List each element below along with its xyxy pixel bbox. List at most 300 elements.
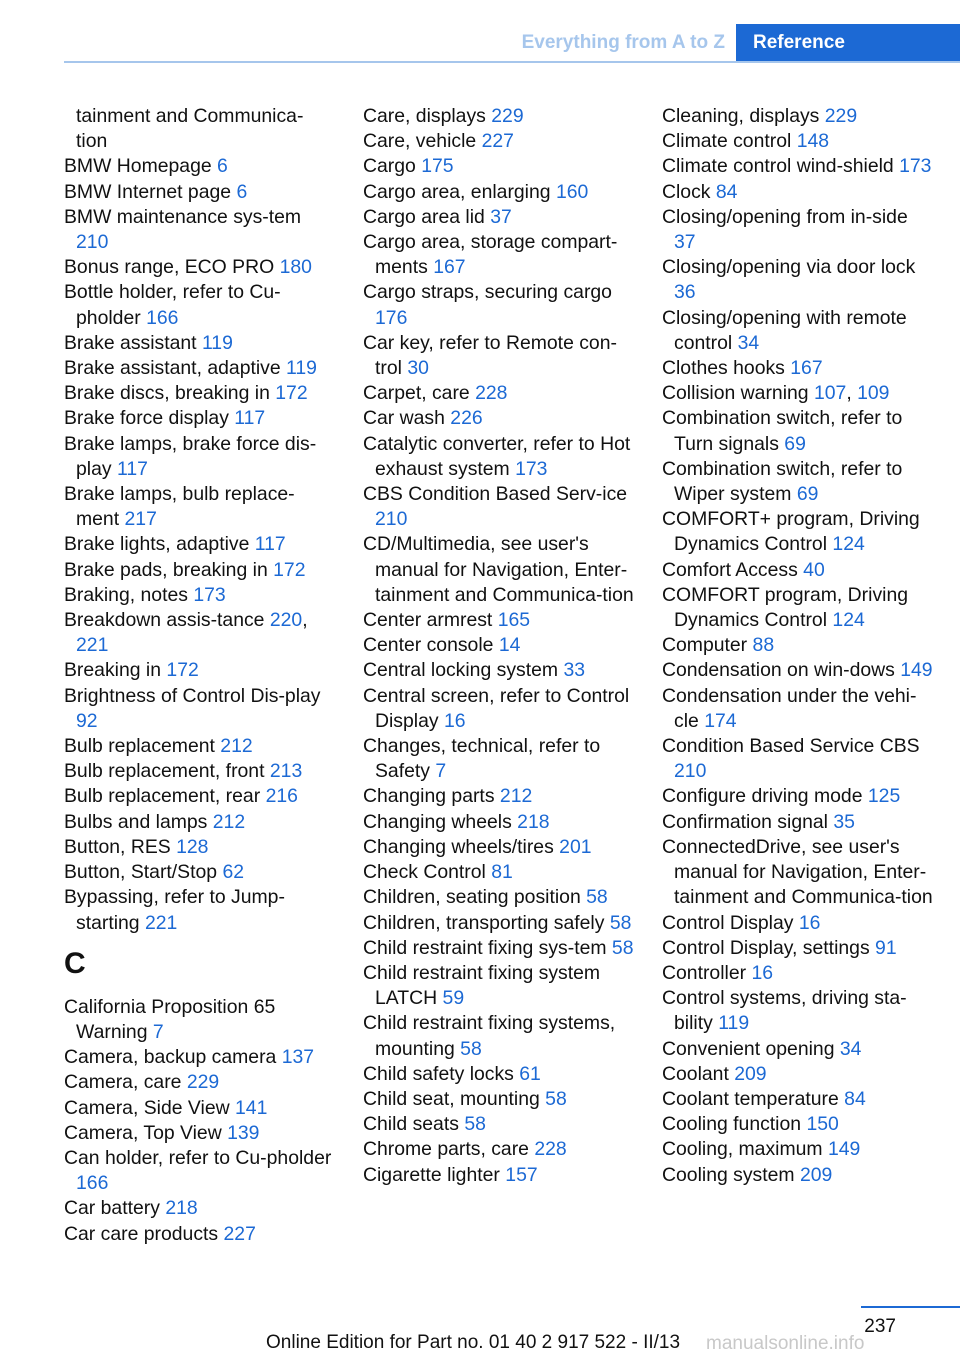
page-reference-link[interactable]: 84: [844, 1087, 866, 1110]
index-entry-term: Cleaning, displays: [662, 105, 825, 127]
page-reference-link[interactable]: 201: [559, 835, 592, 858]
index-entry: [363, 280, 635, 330]
index-entry: [662, 684, 934, 734]
page-reference-link[interactable]: 220: [269, 609, 303, 632]
index-entry: [64, 482, 336, 532]
page-reference-link[interactable]: 81: [491, 861, 513, 884]
index-entry: [64, 1146, 336, 1196]
index-entry-term: Bottle holder, refer to Cu-pholder: [64, 281, 281, 329]
index-entry: [662, 558, 934, 583]
index-entry-term: Bypassing, refer to Jump-starting: [64, 886, 285, 934]
index-entry-term: Button, Start/Stop: [64, 861, 223, 884]
index-entry: [363, 104, 635, 129]
index-entry-term: Car care products: [64, 1222, 224, 1245]
index-entry: [363, 230, 635, 280]
index-entry: [363, 734, 635, 784]
index-entry-term: Changing wheels/tires: [363, 835, 560, 858]
page-reference-link[interactable]: 165: [497, 609, 531, 632]
page-reference-link[interactable]: 61: [519, 1062, 541, 1085]
index-entry: [363, 331, 635, 381]
index-entry: [662, 658, 934, 683]
index-entry: [363, 936, 635, 961]
index-column-3: [662, 104, 934, 1188]
index-entry-term: Closing/opening from in-side: [662, 205, 908, 228]
index-entry-term: Child seat, mounting: [363, 1087, 546, 1110]
index-entry-term: Care, displays: [363, 105, 492, 127]
index-entry-term: Center console: [363, 634, 499, 657]
index-entry-term: Children, seating position: [363, 886, 587, 909]
page-reference-link[interactable]: 58: [545, 1087, 567, 1110]
index-entry: [64, 995, 336, 1045]
index-entry: [64, 759, 336, 784]
index-entry: [363, 684, 635, 734]
page-reference-link[interactable]: 176: [375, 306, 408, 329]
index-entry-term: Brake assistant: [64, 331, 202, 354]
index-entry: [64, 810, 336, 835]
section-tab-reference[interactable]: Reference: [736, 24, 960, 61]
index-entry-term: Center armrest: [363, 609, 498, 632]
page-reference-link[interactable]: 88: [752, 634, 775, 657]
page-reference-link[interactable]: 7: [152, 1020, 164, 1043]
index-entry-term: Combination switch, refer to Turn signals: [662, 407, 903, 455]
index-entry: [64, 406, 336, 431]
index-entry-term: Bulbs and lamps: [64, 810, 213, 833]
page-reference-link[interactable]: 227: [223, 1222, 256, 1245]
index-entry: [363, 835, 635, 860]
index-entry: [64, 129, 336, 154]
page-reference-link[interactable]: 119: [201, 331, 233, 354]
index-entry-term: COMFORT+ program, Driving Dynamics Control: [662, 508, 920, 556]
page-reference-link[interactable]: 157: [505, 1163, 538, 1186]
index-entry-term: Can holder, refer to Cu-pholder: [64, 1146, 332, 1169]
page-reference-link[interactable]: 16: [443, 709, 466, 732]
index-entry-term: Clothes hooks: [662, 357, 791, 380]
index-entry: [64, 1222, 336, 1247]
index-entry-term: Camera, Top View: [64, 1121, 228, 1144]
index-entry: [64, 684, 336, 734]
page-reference-link[interactable]: 212: [220, 735, 253, 758]
index-entry-term: Bulb replacement: [64, 735, 221, 758]
page-reference-link[interactable]: 117: [116, 457, 148, 480]
index-entry-term: BMW maintenance sys-tem: [64, 205, 302, 228]
index-entry-term: Bonus range, ECO PRO: [64, 256, 280, 279]
watermark: manualsonline.info: [706, 1333, 865, 1354]
index-entry-term: Car wash: [363, 407, 451, 430]
index-entry-term: Closing/opening via door lock: [662, 256, 916, 279]
page-reference-link[interactable]: 150: [806, 1113, 839, 1136]
page-reference-link[interactable]: 33: [563, 659, 586, 682]
index-entry-term: Carpet, care: [363, 382, 476, 405]
page-reference-link[interactable]: 218: [165, 1197, 198, 1220]
index-entry-term: Cooling, maximum: [662, 1138, 828, 1161]
page-reference-link[interactable]: 160: [555, 180, 589, 203]
index-column-2: [363, 104, 635, 1188]
page-reference-link[interactable]: 137: [281, 1046, 315, 1069]
index-entry: [64, 1045, 336, 1070]
index-entry-term: Control Display: [662, 911, 799, 934]
index-entry: [363, 1087, 635, 1112]
page-number: 237: [864, 1316, 896, 1337]
index-entry: [64, 1121, 336, 1146]
index-entry: [363, 381, 635, 406]
page-reference-link[interactable]: 172: [166, 659, 199, 682]
page-reference-link[interactable]: 117: [234, 407, 266, 430]
index-entry: [662, 1037, 934, 1062]
page-reference-link[interactable]: 58: [460, 1037, 482, 1060]
index-entry-term: Child restraint fixing sys-tem: [363, 936, 612, 959]
page-reference-link[interactable]: 167: [433, 256, 466, 279]
page-reference-link[interactable]: 58: [586, 886, 608, 909]
page-reference-link[interactable]: 62: [222, 861, 245, 884]
page-reference-link[interactable]: 30: [407, 357, 429, 380]
page-reference-link[interactable]: 167: [790, 357, 823, 380]
index-entry-term: Closing/opening with remote control: [662, 306, 907, 354]
index-entry: [64, 180, 336, 205]
index-entry: [64, 356, 336, 381]
page-reference-link[interactable]: 37: [674, 231, 696, 254]
index-entry-term: Car key, refer to Remote con-trol: [363, 331, 617, 380]
index-entry: [662, 104, 934, 129]
page-reference-link[interactable]: 149: [900, 659, 933, 682]
index-entry-term: Child safety locks: [363, 1062, 520, 1085]
index-entry: [363, 406, 635, 431]
index-entry-term: Condensation under the vehi-cle: [662, 684, 917, 732]
page-reference-link[interactable]: 216: [265, 785, 298, 808]
page-reference-link[interactable]: 14: [498, 634, 521, 657]
edition-note: Online Edition for Part no. 01 40 2 917 522 - II/13: [266, 1332, 681, 1353]
index-entry: [662, 1163, 934, 1188]
index-entry-term: Coolant temperature: [662, 1087, 845, 1110]
page-reference-link[interactable]: 117: [254, 533, 286, 556]
index-entry-term: BMW Internet page: [64, 180, 237, 203]
page-reference-link[interactable]: 212: [499, 785, 533, 808]
index-entry-term: Condensation on win-dows: [662, 659, 901, 682]
index-entry: [363, 1163, 635, 1188]
index-entry-term: Cigarette lighter: [363, 1163, 506, 1186]
index-entry: Breakdown assis-tance 220, 221: [64, 609, 308, 657]
index-entry-term: Cooling system: [662, 1163, 800, 1186]
index-entry: [64, 784, 336, 809]
index-entry-term: Camera, backup camera: [64, 1046, 282, 1069]
page-reference-link[interactable]: 173: [515, 457, 548, 480]
index-entry: [662, 129, 934, 154]
index-entry: [363, 154, 635, 179]
index-entry-term: Cooling function: [662, 1113, 807, 1136]
index-entry: [662, 911, 934, 936]
page-reference-link[interactable]: 59: [442, 987, 465, 1010]
index-entry: [64, 331, 336, 356]
page-reference-link[interactable]: 141: [235, 1096, 268, 1119]
index-entry-term: Climate control wind-shield: [662, 155, 900, 178]
index-entry: Collision warning 107, 109: [662, 382, 890, 405]
index-entry-term: Braking, notes: [64, 583, 194, 606]
page-reference-link[interactable]: 212: [212, 810, 246, 833]
index-entry: [64, 1070, 336, 1095]
page-reference-link[interactable]: 209: [799, 1163, 833, 1186]
index-entry: [64, 154, 336, 179]
footer-divider: [861, 1306, 960, 1308]
page-reference-link[interactable]: 6: [217, 155, 228, 178]
index-entry: [363, 1112, 635, 1137]
index-entry: [662, 936, 934, 961]
index-entry-term: Brake assistant, adaptive: [64, 357, 287, 380]
index-entry-term: CBS Condition Based Serv-ice: [363, 483, 628, 506]
index-entry: [662, 1087, 934, 1112]
page-reference-link[interactable]: 229: [186, 1071, 220, 1094]
index-entry-term: Combination switch, refer to Wiper system: [662, 457, 903, 506]
page-reference-link[interactable]: 228: [475, 382, 508, 405]
page-reference-link[interactable]: 69: [784, 432, 806, 455]
index-entry-term: Cargo area, enlarging: [363, 180, 556, 203]
index-entry: [64, 104, 336, 129]
index-entry: [662, 180, 934, 205]
index-entry-term: Controller: [662, 961, 752, 984]
index-entry-term: Brake discs, breaking in: [64, 382, 276, 405]
index-entry-term: Changing parts: [363, 785, 500, 808]
page-reference-link[interactable]: 228: [534, 1138, 567, 1161]
index-entry-term: Cargo area, storage compart-ments: [363, 231, 618, 279]
index-entry-term: Check Control: [363, 861, 492, 884]
index-entry: [363, 633, 635, 658]
index-entry: [64, 1196, 336, 1221]
index-entry-term: BMW Homepage: [64, 155, 218, 178]
page-reference-link[interactable]: 36: [674, 281, 696, 304]
index-entry-term: Changes, technical, refer to Safety: [363, 735, 601, 783]
index-entry-term: CD/Multimedia, see user's manual for Navigation, Enter-tainment and Communica-tion: [363, 533, 634, 606]
page-reference-link[interactable]: 16: [751, 961, 774, 984]
index-entry-term: Brake lamps, bulb replace-ment: [64, 483, 295, 531]
header-divider: [64, 61, 960, 63]
page-reference-link[interactable]: 34: [737, 331, 760, 354]
index-entry: [64, 835, 336, 860]
index-entry-term: COMFORT program, Driving Dynamics Control: [662, 583, 909, 632]
page-reference-link[interactable]: 173: [193, 583, 226, 606]
page-reference-link[interactable]: 174: [704, 709, 737, 732]
index-entry: [363, 205, 635, 230]
index-entry: [64, 734, 336, 759]
index-entry: [363, 432, 635, 482]
index-entry-term: Brightness of Control Dis-play: [64, 684, 321, 707]
index-entry: [662, 810, 934, 835]
page-reference-link[interactable]: 124: [832, 533, 865, 556]
index-entry-term: Button, RES: [64, 835, 177, 858]
index-column-1: [64, 104, 336, 1247]
index-entry-term: Brake force display: [64, 407, 235, 430]
section-title: Everything from A to Z: [521, 32, 725, 53]
index-entry-term: Brake lamps, brake force dis-play: [64, 432, 317, 480]
index-entry: [662, 583, 934, 633]
page-header: [0, 0, 960, 62]
page-reference-link[interactable]: 229: [491, 105, 524, 127]
page-reference-link[interactable]: 180: [279, 256, 312, 279]
index-entry: [662, 784, 934, 809]
page-reference-link[interactable]: 58: [609, 911, 632, 934]
page-reference-link[interactable]: 7: [435, 760, 447, 783]
index-entry-term: Control systems, driving sta-bility: [662, 987, 907, 1035]
index-entry: [64, 205, 336, 255]
page-reference-link[interactable]: 35: [833, 810, 855, 833]
page-reference-link[interactable]: 119: [286, 357, 317, 380]
page-reference-link[interactable]: 210: [674, 760, 707, 783]
index-entry-term: Changing wheels: [363, 810, 518, 833]
index-entry-term: tainment and Communica-: [76, 105, 304, 127]
index-entry-term: Cargo: [363, 155, 422, 178]
page-reference-link[interactable]: 218: [517, 810, 550, 833]
index-entry: [662, 1112, 934, 1137]
index-entry-term: Children, transporting safely: [363, 911, 610, 934]
index-entry: [662, 507, 934, 557]
page-reference-link[interactable]: 226: [450, 407, 483, 430]
index-entry-term: Catalytic converter, refer to Hot exhaust system: [363, 432, 631, 480]
index-entry: [64, 885, 336, 935]
index-entry-term: Bulb replacement, rear: [64, 785, 266, 808]
index-entry-term: Cargo straps, securing cargo: [363, 281, 612, 304]
index-entry: [662, 457, 934, 507]
page-reference-link[interactable]: 148: [796, 130, 830, 153]
index-entry: [662, 734, 934, 784]
index-entry-term: tion: [76, 130, 108, 153]
index-entry: [662, 255, 934, 305]
index-entry-term: Chrome parts, care: [363, 1138, 535, 1161]
index-entry-term: Coolant: [662, 1062, 735, 1085]
index-entry-term: Clock: [662, 180, 716, 203]
index-entry: [64, 432, 336, 482]
page-reference-link[interactable]: 175: [421, 155, 454, 178]
index-entry: [363, 1011, 635, 1061]
index-entry-term: Cargo area lid: [363, 205, 491, 228]
page-reference-link[interactable]: 209: [734, 1062, 767, 1085]
page-reference-link[interactable]: 221: [76, 634, 109, 657]
page-reference-link[interactable]: 125: [867, 785, 901, 808]
page-reference-link[interactable]: 172: [273, 558, 306, 581]
index-entry: [64, 532, 336, 557]
page-reference-link[interactable]: 37: [490, 205, 512, 228]
page-reference-link[interactable]: 58: [611, 936, 634, 959]
page-reference-link[interactable]: 173: [899, 155, 932, 178]
index-entry: [363, 961, 635, 1011]
page-reference-link[interactable]: 58: [464, 1113, 486, 1136]
index-entry: [64, 1096, 336, 1121]
index-entry: [363, 1137, 635, 1162]
index-entry: [363, 658, 635, 683]
index-entry-term: Car battery: [64, 1197, 166, 1220]
index-entry: [363, 129, 635, 154]
index-entry: [64, 558, 336, 583]
index-entry-term: Child restraint fixing system LATCH: [363, 961, 601, 1010]
index-entry: [662, 835, 934, 911]
index-entry: [662, 154, 934, 179]
index-entry: [363, 784, 635, 809]
index-entry-term: Collision warning: [662, 382, 814, 405]
index-entry: [363, 180, 635, 205]
index-entry-term: Comfort Access: [662, 558, 804, 581]
page-reference-link[interactable]: 128: [176, 835, 209, 858]
page-reference-link[interactable]: 229: [824, 105, 858, 127]
page-reference-link[interactable]: 166: [146, 306, 179, 329]
index-entry-term: Brake pads, breaking in: [64, 558, 274, 581]
index-entry-term: Computer: [662, 634, 753, 657]
index-entry-term: ConnectedDrive, see user's manual for Navigation, Enter-tainment and Communica-tion: [662, 835, 933, 909]
index-entry-term: Condition Based Service CBS: [662, 735, 920, 758]
index-entry: [363, 885, 635, 910]
index-entry-term: Bulb replacement, front: [64, 760, 270, 783]
index-entry: [64, 860, 336, 885]
page-reference-link[interactable]: 227: [481, 130, 514, 153]
index-entry: [662, 406, 934, 456]
index-entry: [662, 205, 934, 255]
index-entry-term: Child seats: [363, 1113, 465, 1136]
index-entry: [662, 1062, 934, 1087]
page-reference-link[interactable]: 107: [813, 382, 847, 405]
index-entry: [64, 583, 336, 608]
page-reference-link[interactable]: 91: [875, 936, 897, 959]
index-entry: [662, 961, 934, 986]
index-entry: [64, 255, 336, 280]
index-entry-term: Climate control: [662, 130, 797, 153]
page-reference-link[interactable]: 34: [839, 1037, 862, 1060]
index-entry: [662, 633, 934, 658]
page-reference-link[interactable]: 119: [718, 1012, 750, 1035]
page-reference-link[interactable]: 210: [375, 508, 408, 531]
page-reference-link[interactable]: 92: [76, 709, 98, 732]
page-reference-link[interactable]: 213: [269, 760, 303, 783]
index-entry-term: Breaking in: [64, 659, 167, 682]
index-entry-term: Control Display, settings: [662, 936, 876, 959]
index-entry-term: Camera, Side View: [64, 1096, 236, 1119]
index-entry: [64, 381, 336, 406]
page-reference-link[interactable]: 139: [227, 1121, 260, 1144]
index-entry: [363, 608, 635, 633]
index-entry: [363, 482, 635, 532]
index-entry: [662, 986, 934, 1036]
page-reference-link[interactable]: 221: [144, 911, 178, 934]
index-entry-term: Camera, care: [64, 1071, 187, 1094]
index-entry-term: California Proposition 65 Warning: [64, 995, 276, 1043]
page-reference-link[interactable]: 84: [715, 180, 738, 203]
index-entry-term: Confirmation signal: [662, 810, 834, 833]
index-entry: [363, 911, 635, 936]
page-reference-link[interactable]: 210: [76, 231, 109, 254]
index-entry-term: Child restraint fixing systems, mounting: [363, 1012, 616, 1060]
index-entry-term: Configure driving mode: [662, 785, 868, 808]
page-reference-link[interactable]: 124: [832, 609, 865, 632]
index-entry: [363, 532, 635, 608]
index-entry: [363, 1062, 635, 1087]
page-reference-link[interactable]: 217: [124, 508, 157, 531]
index-entry-term: Breakdown assis-tance: [64, 609, 270, 632]
index-entry: [64, 280, 336, 330]
index-entry-term: Care, vehicle: [363, 130, 482, 153]
index-entry: [662, 306, 934, 356]
page-reference-link[interactable]: 69: [796, 483, 819, 506]
page-reference-link[interactable]: 172: [275, 382, 308, 405]
index-entry-term: Brake lights, adaptive: [64, 533, 255, 556]
index-entry: [64, 658, 336, 683]
page-reference-link[interactable]: 166: [76, 1172, 109, 1195]
page-reference-link[interactable]: 40: [803, 558, 825, 581]
index-entry-term: Convenient opening: [662, 1037, 840, 1060]
index-entry: [363, 810, 635, 835]
index-entry: [363, 860, 635, 885]
index-letter-heading: C: [64, 946, 86, 980]
page-reference-link[interactable]: 149: [827, 1138, 861, 1161]
index-entry: [662, 356, 934, 381]
page-reference-link[interactable]: 16: [798, 911, 821, 934]
page-reference-link[interactable]: 109: [857, 382, 890, 405]
index-entry-term: Central locking system: [363, 659, 564, 682]
index-entry: [662, 1137, 934, 1162]
page-reference-link[interactable]: 6: [236, 180, 248, 203]
